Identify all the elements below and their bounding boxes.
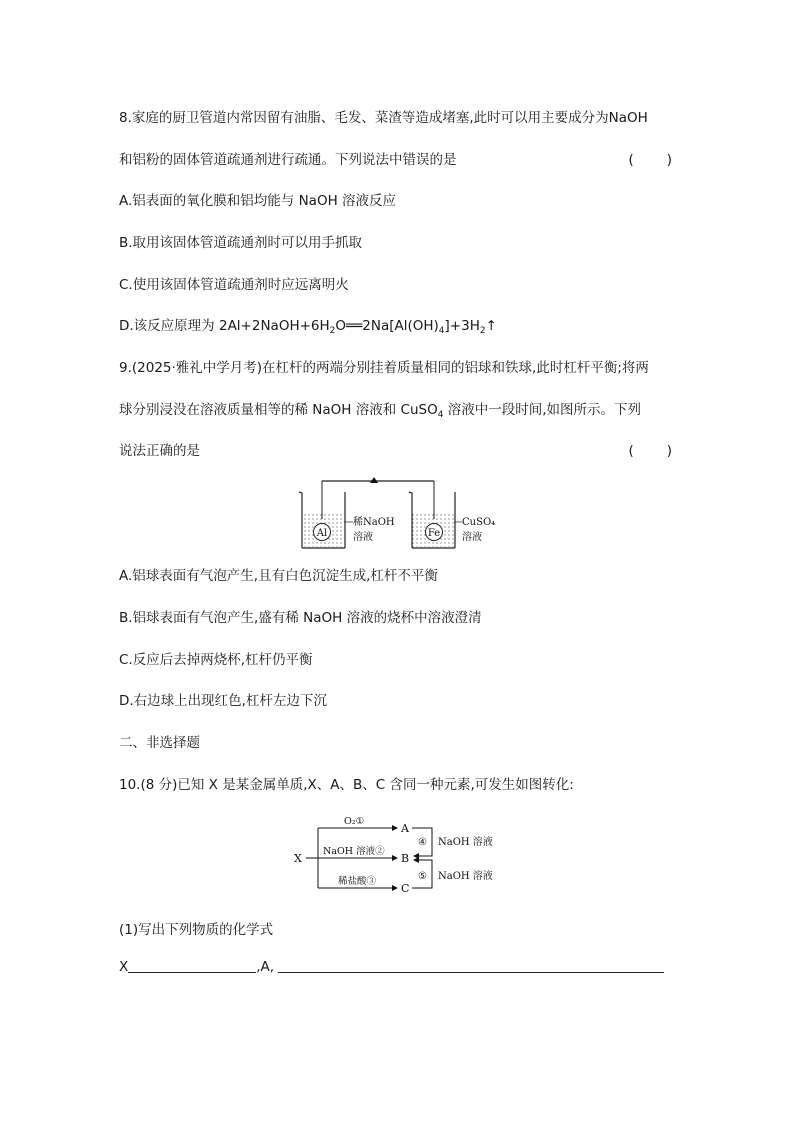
q8-option-d-text4: ↑: [485, 318, 497, 334]
q9-lever-figure: [296, 470, 506, 554]
q8-option-b: B.取用该固体管道疏通剂时可以用手抓取: [119, 235, 363, 251]
q9-option-a: A.铝球表面有气泡产生,且有白色沉淀生成,杠杆不平衡: [119, 568, 438, 584]
right-beaker: [409, 481, 455, 548]
left-solution-label2: 溶液: [353, 532, 373, 543]
q9-option-d: D.右边球上出现红色,杠杆左边下沉: [119, 693, 327, 709]
q9-stem-text1: 球分别浸没在溶液质量相等的稀 NaOH 溶液和 CuSO: [119, 402, 438, 418]
q8-sub: 4: [438, 326, 445, 336]
fe-ball-label: Fe: [427, 528, 441, 539]
q8-stem-line1: 8.家庭的厨卫管道内常因留有油脂、毛发、菜渣等造成堵塞,此时可以用主要成分为NaOH: [119, 110, 648, 126]
route1-label: O₂①: [344, 816, 365, 827]
step5-label: NaOH 溶液: [438, 871, 493, 882]
q10-stem: 10.(8 分)已知 X 是某金属单质,X、A、B、C 含同一种元素,可发生如图转化:: [119, 777, 574, 793]
q8-option-c: C.使用该固体管道疏通剂时应远离明火: [119, 277, 349, 293]
answer-blank-x[interactable]: [128, 958, 256, 973]
section-title: 二、非选择题: [119, 735, 200, 751]
left-solution-label1: 稀NaOH: [353, 517, 395, 528]
node-x: X: [294, 852, 302, 865]
q8-option-a: A.铝表面的氧化膜和铝均能与 NaOH 溶液反应: [119, 193, 397, 209]
q10-part1: (1)写出下列物质的化学式: [119, 922, 274, 938]
q8-sub: 2: [329, 326, 336, 336]
node-b: B: [401, 852, 410, 865]
q9-option-c: C.反应后去掉两烧杯,杠杆仍平衡: [119, 652, 313, 668]
q8-stem-line2: 和铝粉的固体管道疏通剂进行疏通。下列说法中错误的是: [119, 152, 457, 168]
q9-sub: 4: [437, 410, 444, 420]
q8-option-d-text1: D.该反应原理为 2Al+2NaOH+6H: [119, 318, 330, 334]
answer-blank-a[interactable]: [278, 958, 664, 973]
q8-option-d-text2: O══2Na[Al(OH): [335, 318, 439, 334]
node-c: C: [401, 882, 410, 895]
step4-label: NaOH 溶液: [438, 837, 493, 848]
q9-answer-paren: ( ): [628, 443, 674, 459]
q9-stem-line3: 说法正确的是: [119, 443, 200, 459]
step4-number: ④: [418, 837, 427, 848]
q9-stem-line1: 9.(2025·雅礼中学月考)在杠杆的两端分别挂着质量相同的铝球和铁球,此时杠杆平衡;将两: [119, 360, 649, 376]
al-ball-label: Al: [316, 528, 328, 539]
node-a: A: [401, 822, 409, 835]
blank-a-label: ,A,: [256, 959, 275, 975]
q8-option-d: [119, 316, 497, 341]
q9-stem-line2: [119, 400, 641, 425]
lever-bar: [322, 477, 434, 483]
q8-sub: 2: [479, 326, 486, 336]
q10-conversion-diagram: [290, 810, 510, 900]
q8-option-d-text3: ]+3H: [444, 318, 480, 334]
blank-x-label: X: [119, 959, 129, 975]
q10-answer-line: [119, 957, 664, 977]
route2-label: NaOH 溶液②: [323, 846, 385, 857]
right-solution-label2: 溶液: [462, 532, 482, 543]
right-solution-label1: CuSO₄: [462, 517, 496, 528]
route3-label: 稀盐酸③: [338, 876, 377, 887]
q8-answer-paren: ( ): [628, 152, 674, 168]
q9-stem-text2: 溶液中一段时间,如图所示。下列: [443, 402, 642, 418]
left-beaker: [299, 481, 345, 548]
step5-number: ⑤: [418, 871, 427, 882]
q9-option-b: B.铝球表面有气泡产生,盛有稀 NaOH 溶液的烧杯中溶液澄清: [119, 610, 482, 626]
